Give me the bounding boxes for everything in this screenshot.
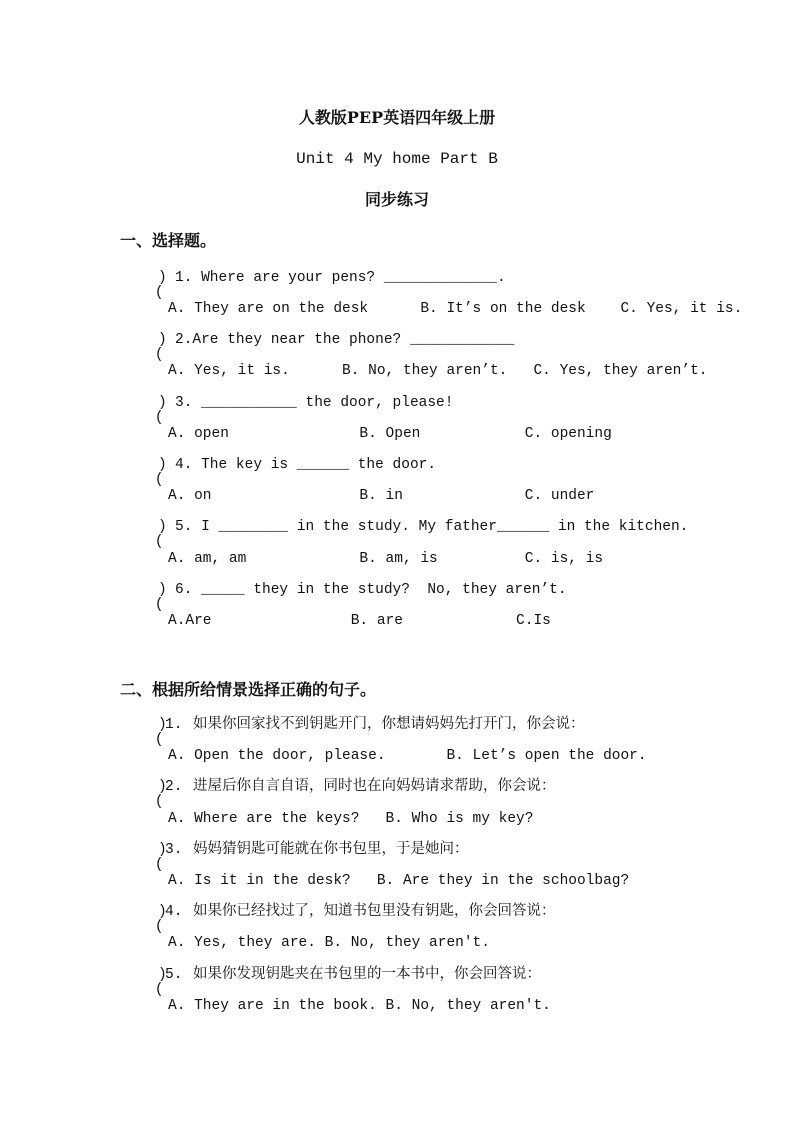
answer-paren-close: ) <box>158 332 167 348</box>
question-1-4-options: A. on B. in C. under <box>168 488 595 504</box>
document-heading: 同步练习 <box>364 190 429 209</box>
answer-paren-close: ) <box>158 717 167 733</box>
answer-paren-open: ( <box>154 409 164 426</box>
answer-paren-open: ( <box>154 981 164 998</box>
question-1-5-options: A. am, am B. am, is C. is, is <box>168 551 604 567</box>
question-2-1-options: A. Open the door, please. B. Let’s open the door. <box>168 748 647 764</box>
answer-paren-open: ( <box>154 533 164 550</box>
answer-paren-close: ) <box>158 519 167 535</box>
answer-paren-open: ( <box>154 856 164 873</box>
question-1-6-options: A.Are B. are C.Is <box>168 613 551 629</box>
question-text: 4. The key is ______ the door. <box>175 457 437 473</box>
question-text: 如果你发现钥匙夹在书包里的一本书中，你会回答说： <box>193 966 541 982</box>
question-text: 如果你已经找过了，知道书包里没有钥匙，你会回答说： <box>193 903 556 919</box>
answer-paren-open: ( <box>154 346 164 363</box>
answer-paren-close: ) <box>158 904 167 920</box>
question-text: 1. Where are your pens? _____________. <box>175 270 506 286</box>
answer-paren-close: ) <box>158 842 167 858</box>
answer-paren-close: ) <box>158 395 167 411</box>
answer-paren-open: ( <box>154 793 164 810</box>
question-1-3-options: A. open B. Open C. opening <box>168 426 612 442</box>
question-2-2-options: A. Where are the keys? B. Who is my key? <box>168 811 534 827</box>
question-number: 3. <box>165 842 183 858</box>
answer-paren-open: ( <box>154 596 164 613</box>
question-1-2-options: A. Yes, it is. B. No, they aren’t. C. Yes, they aren’t. <box>168 363 708 379</box>
question-text: 如果你回家找不到钥匙开门，你想请妈妈先打开门，你会说： <box>193 716 585 732</box>
question-number: 2. <box>165 779 183 795</box>
question-2-3-options: A. Is it in the desk? B. Are they in the schoolbag? <box>168 873 630 889</box>
answer-paren-close: ) <box>158 967 167 983</box>
answer-paren-close: ) <box>158 270 167 286</box>
question-text: 6. _____ they in the study? No, they aren’t. <box>175 582 567 598</box>
question-2-5-options: A. They are in the book. B. No, they aren't. <box>168 998 551 1014</box>
question-text: 5. I ________ in the study. My father______ in the kitchen. <box>175 519 689 535</box>
answer-paren-close: ) <box>158 779 167 795</box>
document-title: 人教版PEP英语四年级上册 <box>298 108 496 127</box>
answer-paren-open: ( <box>154 284 164 301</box>
question-2-4-options: A. Yes, they are. B. No, they aren't. <box>168 935 490 951</box>
answer-paren-close: ) <box>158 457 167 473</box>
answer-paren-open: ( <box>154 471 164 488</box>
question-text: 3. ___________ the door, please! <box>175 395 454 411</box>
question-1-1-options: A. They are on the desk B. It’s on the desk C. Yes, it is. <box>168 301 743 317</box>
answer-paren-open: ( <box>154 918 164 935</box>
answer-paren-close: ) <box>158 582 167 598</box>
section-1-title: 一、选择题。 <box>120 231 217 250</box>
question-text: 2.Are they near the phone? ____________ <box>175 332 515 348</box>
document-subtitle: Unit 4 My home Part B <box>296 150 498 168</box>
section-2-title: 二、根据所给情景选择正确的句子。 <box>120 680 377 699</box>
question-number: 1. <box>165 717 183 733</box>
question-number: 5. <box>165 967 183 983</box>
question-number: 4. <box>165 904 183 920</box>
question-text: 进屋后你自言自语，同时也在向妈妈请求帮助，你会说： <box>193 778 556 794</box>
answer-paren-open: ( <box>154 731 164 748</box>
question-text: 妈妈猜钥匙可能就在你书包里，于是她问： <box>193 841 469 857</box>
